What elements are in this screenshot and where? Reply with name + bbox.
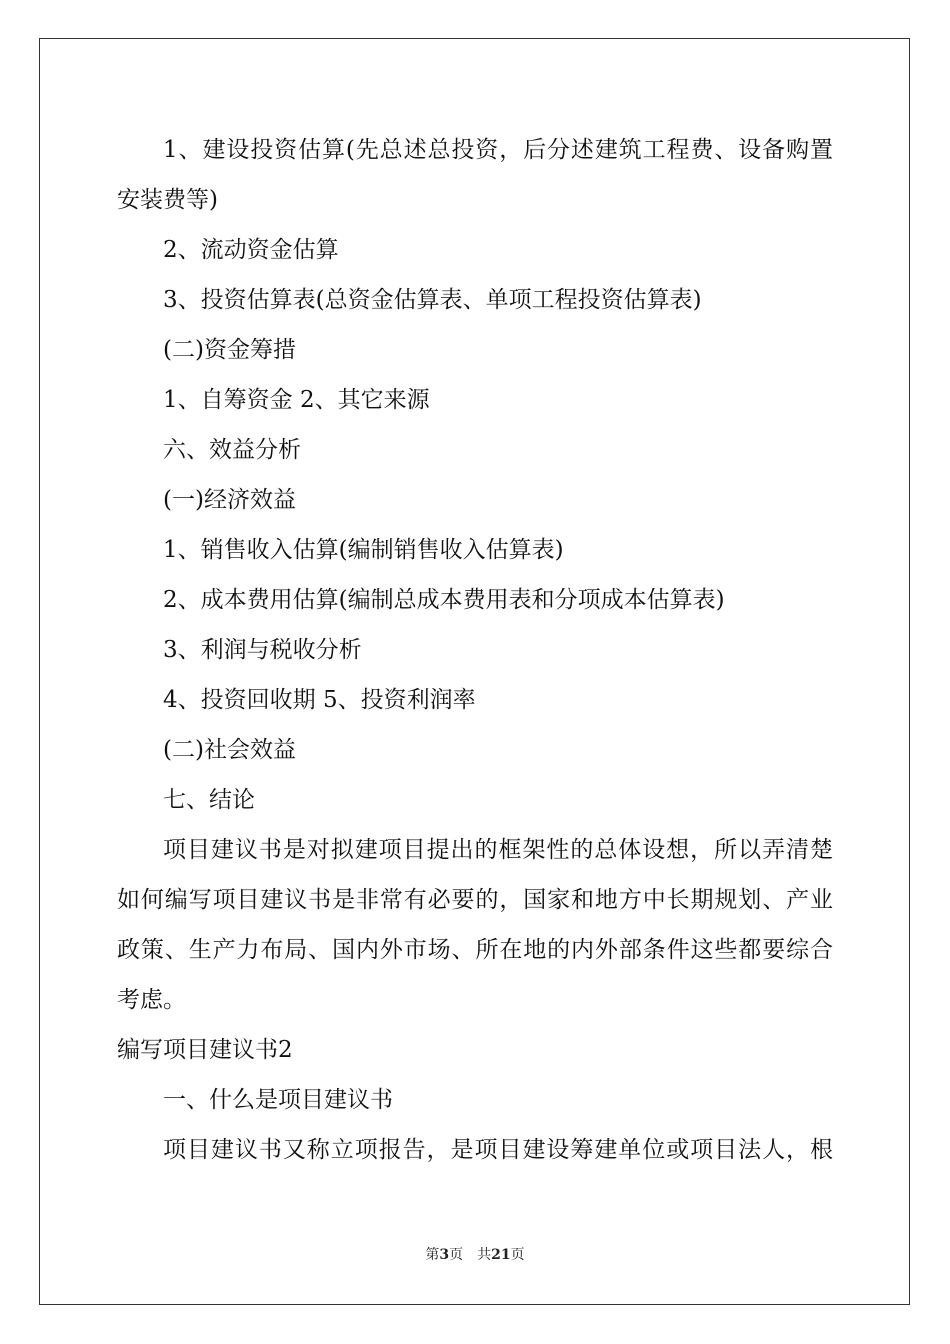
text-line: 1、自筹资金 2、其它来源: [163, 387, 430, 413]
text-line: 考虑。: [117, 987, 186, 1013]
page-footer: [0, 1245, 950, 1265]
footer-page-suffix: 页: [449, 1247, 464, 1263]
text-line: (二)社会效益: [163, 737, 296, 763]
text-line: 1、建设投资估算(先总述总投资，后分述建筑工程费、设备购置: [163, 137, 833, 163]
text-line: 六、效益分析: [163, 437, 301, 463]
text-line: 项目建议书又称立项报告，是项目建设筹建单位或项目法人，根: [163, 1137, 833, 1163]
document-body: [117, 125, 833, 1175]
text-line: 政策、生产力布局、国内外市场、所在地的内外部条件这些都要综合: [117, 937, 833, 963]
text-line: 4、投资回收期 5、投资利润率: [163, 687, 476, 713]
text-line: 项目建议书是对拟建项目提出的框架性的总体设想，所以弄清楚: [163, 837, 833, 863]
total-page-number: 21: [491, 1247, 511, 1263]
text-line: 1、销售收入估算(编制销售收入估算表): [163, 537, 564, 563]
text-line: 安装费等): [117, 187, 218, 213]
footer-prefix: 第: [425, 1247, 440, 1263]
footer-total-suffix: 页: [510, 1247, 525, 1263]
footer-total-prefix: 共: [477, 1247, 492, 1263]
text-line: (二)资金筹措: [163, 337, 296, 363]
text-line: 七、结论: [163, 787, 255, 813]
text-line: 编写项目建议书2: [117, 1037, 293, 1063]
text-line: (一)经济效益: [163, 487, 296, 513]
text-line: 2、流动资金估算: [163, 237, 339, 263]
text-line: 如何编写项目建议书是非常有必要的，国家和地方中长期规划、产业: [117, 887, 833, 913]
text-line: 2、成本费用估算(编制总成本费用表和分项成本估算表): [163, 587, 725, 613]
current-page-number: 3: [439, 1247, 450, 1263]
text-line: 一、什么是项目建议书: [163, 1087, 393, 1113]
text-line: 3、利润与税收分析: [163, 637, 362, 663]
text-line: 3、投资估算表(总资金估算表、单项工程投资估算表): [163, 287, 702, 313]
